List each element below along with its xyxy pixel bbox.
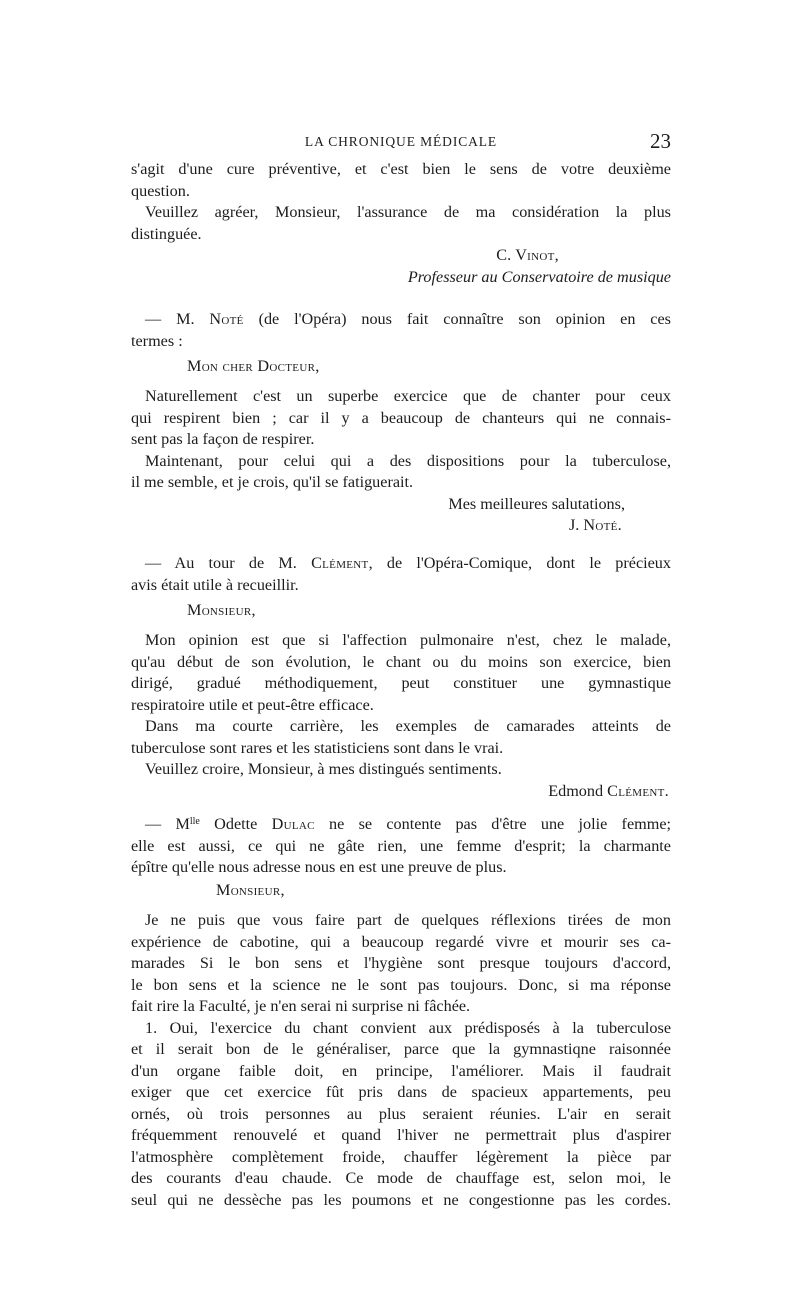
text-line: exiger que cet exercice fût pris dans de spacieux appartements, peu <box>131 1083 671 1101</box>
superscript: lle <box>189 816 200 827</box>
intro-text: (de l'Opéra) nous fait connaître son opinion en ces <box>243 310 671 328</box>
text-line: respiratoire utile et peut-être efficace. <box>131 695 374 714</box>
intro-text: — Au tour de M. <box>145 554 312 572</box>
text-line: Veuillez agréer, Monsieur, l'assurance de ma considération la plus <box>145 203 671 221</box>
person-name: Clément <box>311 554 369 572</box>
intro-text: — M. <box>145 310 210 328</box>
running-header <box>131 129 671 153</box>
text-line: ornés, où trois personnes au plus seraient réunies. L'air en serait <box>131 1104 671 1123</box>
running-title: LA CHRONIQUE MÉDICALE <box>304 134 498 149</box>
signature-initial: C. <box>496 246 516 264</box>
text-line: distinguée. <box>131 224 202 243</box>
signature-vinot <box>131 245 671 267</box>
text-line: d'un organe faible doit, en principe, l'améliorer. Mais il faudrait <box>131 1061 671 1080</box>
text-line: elle est aussi, ce qui ne gâte rien, une femme d'esprit; la charmante <box>131 836 671 855</box>
vinot-letter-end <box>131 159 671 288</box>
signature-initial: J. <box>568 516 584 534</box>
signature-name: Clément. <box>607 781 669 800</box>
text-line: Je ne puis que vous faire part de quelques réflexions tirées de mon <box>145 911 671 929</box>
signature-first-name: Edmond <box>548 781 608 800</box>
text-line: avis était utile à recueillir. <box>131 575 299 594</box>
note-letter <box>131 356 671 378</box>
text-line: s'agit d'une cure préventive, et c'est bien le sens de votre deuxième <box>131 160 671 178</box>
text-line: marades Si le bon sens et l'hygiène sont presque toujours d'accord, <box>131 954 671 972</box>
section-intro <box>131 811 671 836</box>
text-line: expérience de cabotine, qui a beaucoup regardé vivre et mourir ses ca- <box>131 932 671 951</box>
text-line: tuberculose sont rares et les statisticiens sont dans le vrai. <box>131 738 504 757</box>
dulac-letter <box>131 880 671 902</box>
text-line: fait rire la Faculté, je n'en serai ni surprise ni fâchée. <box>131 997 471 1015</box>
page-number: 23 <box>650 129 671 153</box>
salutation: Monsieur, <box>216 881 285 899</box>
text-line: épître qu'elle nous adresse nous en est une preuve de plus. <box>131 858 507 876</box>
text-line: l'atmosphère complètement froide, chauffer légèrement la pièce par <box>131 1147 671 1166</box>
intro-text: Odette <box>199 815 272 833</box>
clement-section <box>131 553 671 596</box>
text-line: il me semble, et je crois, qu'il se fatiguerait. <box>131 473 414 491</box>
intro-text: ne se contente pas d'être une jolie femme; <box>314 815 671 833</box>
text-line: seul qui ne dessèche pas les poumons et ne congestionne pas les cordes. <box>131 1190 671 1209</box>
signature-title: Professeur au Conservatoire de musique <box>407 267 671 286</box>
section-intro <box>131 553 671 575</box>
intro-text: , de l'Opéra-Comique, dont le précieux <box>368 554 671 572</box>
intro-text: — M <box>145 815 190 833</box>
section-intro <box>131 309 671 331</box>
text-line: 1. Oui, l'exercice du chant convient aux prédisposés à la tuberculose <box>145 1018 671 1037</box>
note-letter-body <box>131 386 671 537</box>
closing: Mes meilleures salutations, <box>448 494 625 513</box>
person-name: Noté <box>209 310 244 328</box>
text-line: Dans ma courte carrière, les exemples de camarades atteints de <box>145 717 671 735</box>
salutation: Mon cher Docteur, <box>187 357 320 375</box>
person-name: Dulac <box>271 815 315 833</box>
text-line: Mon opinion est que si l'affection pulmonaire n'est, chez le malade, <box>145 631 671 649</box>
dulac-section <box>131 811 671 879</box>
text-line: et il serait bon de le généraliser, parce que la gymnastiqne raisonnée <box>131 1040 671 1058</box>
text-line: sent pas la façon de respirer. <box>131 430 315 448</box>
text-line: Maintenant, pour celui qui a des dispositions pour la tuberculose, <box>145 451 671 470</box>
signature-note <box>131 515 671 537</box>
signature-name: Noté. <box>583 516 622 534</box>
salutation: Monsieur, <box>187 601 256 619</box>
note-section <box>131 309 671 352</box>
text-line: termes : <box>131 331 183 350</box>
clement-letter-body <box>131 630 671 802</box>
text-line: Veuillez croire, Monsieur, à mes distingués sentiments. <box>145 760 502 778</box>
text-line: des courants d'eau chaude. Ce mode de chauffage est, selon moi, le <box>131 1169 671 1187</box>
text-line: fréquemment renouvelé et quand l'hiver ne permettrait plus d'aspirer <box>131 1126 671 1144</box>
text-line: question. <box>131 181 190 200</box>
text-line: qu'au début de son évolution, le chant ou du moins son exercice, bien <box>131 652 671 671</box>
signature-clement <box>131 781 671 803</box>
text-line: le bon sens et la science ne le sont pas toujours. Donc, si ma réponse <box>131 975 671 994</box>
text-line: qui respirent bien ; car il y a beaucoup de chanteurs qui ne connais- <box>131 408 671 427</box>
signature-name: Vinot, <box>515 246 559 264</box>
dulac-letter-body <box>131 910 671 1211</box>
text-line: dirigé, gradué méthodiquement, peut constituer une gymnastique <box>131 674 671 692</box>
clement-letter <box>131 600 671 622</box>
text-line: Naturellement c'est un superbe exercice que de chanter pour ceux <box>145 387 671 405</box>
